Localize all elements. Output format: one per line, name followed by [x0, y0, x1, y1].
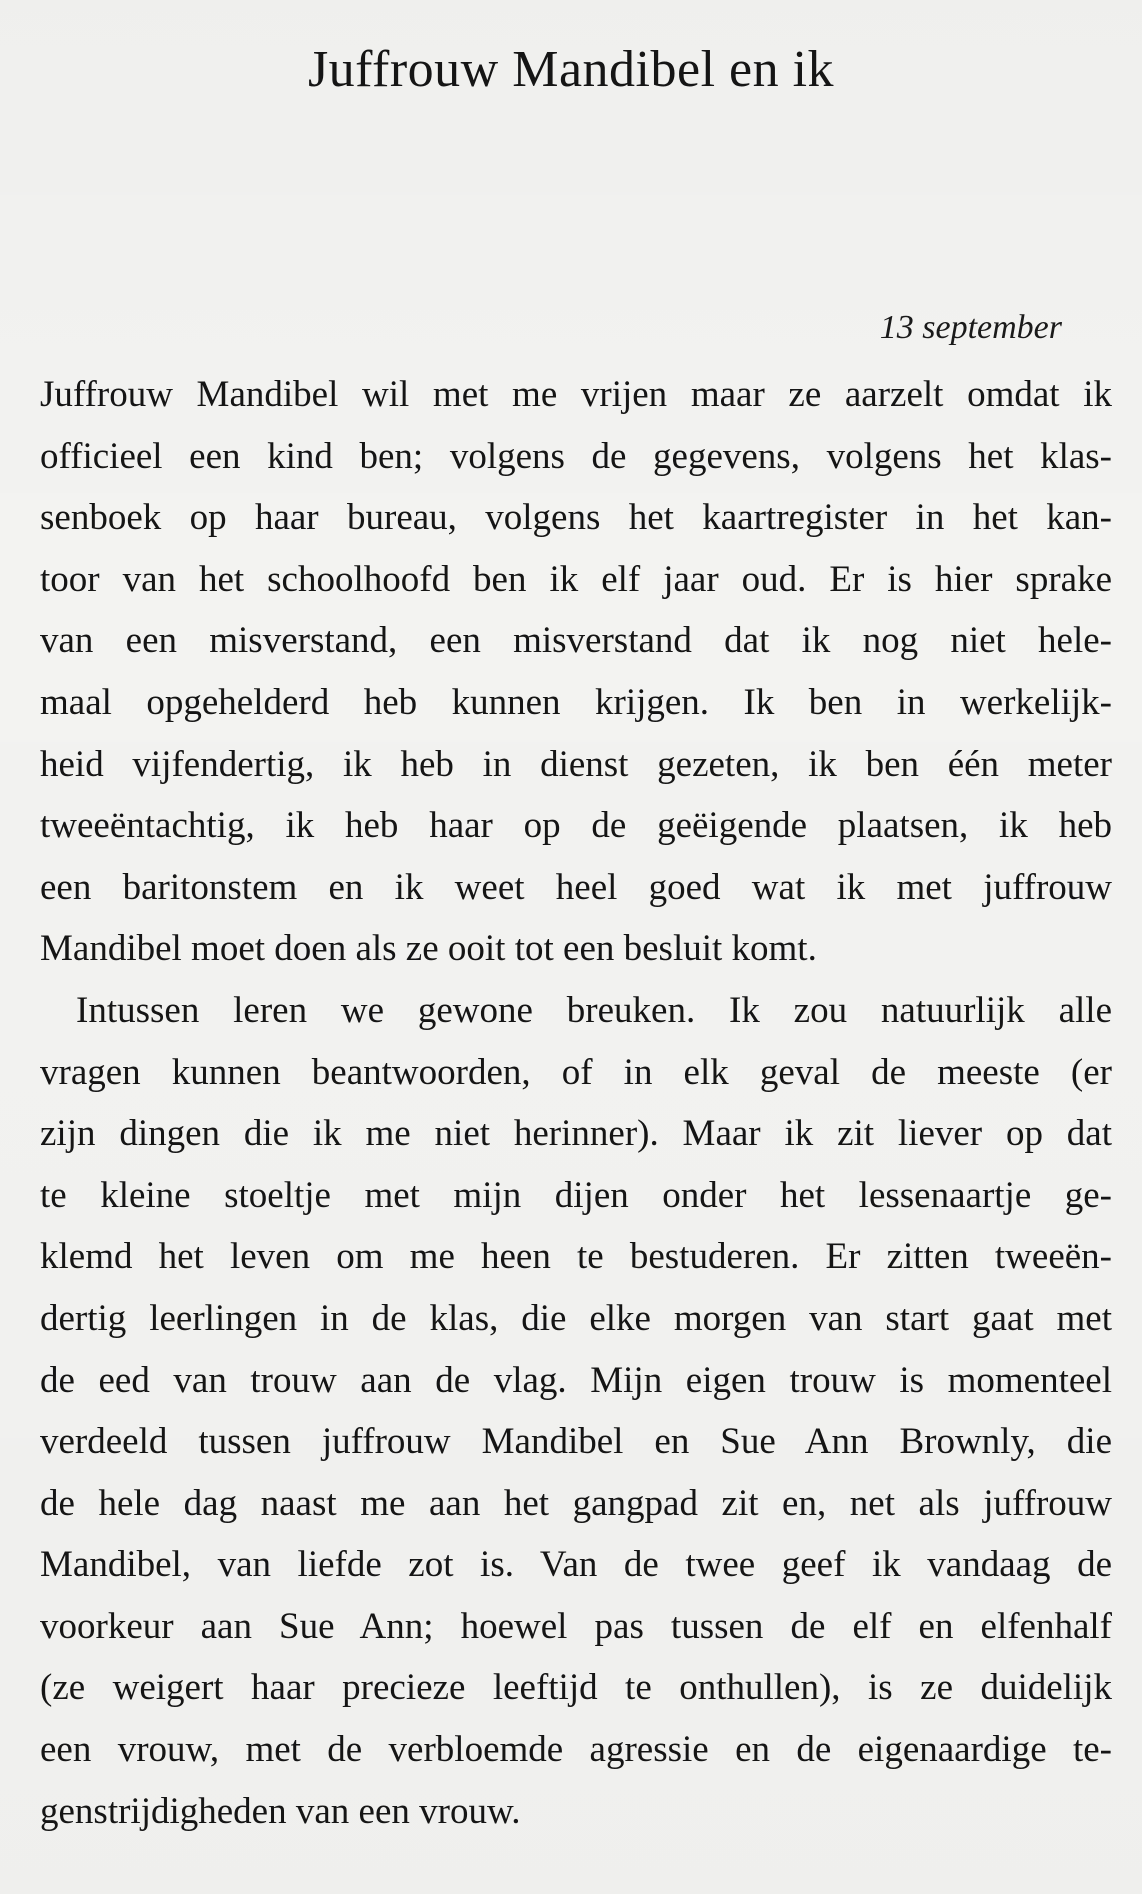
text-line: Intussen leren we gewone breuken. Ik zou natuurlijk alle — [76, 989, 1112, 1031]
text-line: de eed van trouw aan de vlag. Mijn eigen trouw is momenteel — [40, 1359, 1112, 1401]
text-line: zijn dingen die ik me niet herinner). Maar ik zit liever op dat — [40, 1113, 1112, 1155]
paragraph-1 — [40, 364, 1112, 980]
text-line: officieel een kind ben; volgens de gegevens, volgens het klas- — [40, 435, 1112, 477]
text-line: senboek op haar bureau, volgens het kaartregister in het kan- — [40, 497, 1112, 539]
text-line: vragen kunnen beantwoorden, of in elk geval de meeste (er — [40, 1051, 1112, 1093]
text-line: een baritonstem en ik weet heel goed wat ik met juffrouw — [40, 866, 1112, 908]
text-line: toor van het schoolhoofd ben ik elf jaar oud. Er is hier sprake — [40, 558, 1112, 600]
text-line: verdeeld tussen juffrouw Mandibel en Sue Ann Brownly, die — [40, 1421, 1112, 1463]
text-line: Juffrouw Mandibel wil met me vrijen maar ze aarzelt omdat ik — [40, 374, 1112, 415]
text-line: een vrouw, met de verbloemde agressie en de eigenaardige te- — [40, 1729, 1112, 1771]
body-text — [40, 364, 1112, 1842]
text-line: de hele dag naast me aan het gangpad zit en, net als juffrouw — [40, 1482, 1112, 1524]
paragraph-2 — [40, 980, 1112, 1842]
diary-date: 13 september — [879, 309, 1062, 346]
text-line: Mandibel, van liefde zot is. Van de twee geef ik vandaag de — [40, 1544, 1112, 1586]
text-line: (ze weigert haar precieze leeftijd te onthullen), is ze duidelijk — [40, 1667, 1112, 1709]
text-line: tweeëntachtig, ik heb haar op de geëigende plaatsen, ik heb — [40, 805, 1112, 847]
text-line: maal opgehelderd heb kunnen krijgen. Ik ben in werkelijk- — [40, 681, 1112, 723]
text-line: genstrijdigheden van een vrouw. — [40, 1790, 521, 1832]
text-line: heid vijfendertig, ik heb in dienst gezeten, ik ben één meter — [40, 743, 1112, 785]
text-line: Mandibel moet doen als ze ooit tot een besluit komt. — [40, 928, 817, 970]
text-line: te kleine stoeltje met mijn dijen onder het lessenaartje ge- — [40, 1174, 1112, 1216]
chapter-title: Juffrouw Mandibel en ik — [307, 41, 835, 98]
text-line: voorkeur aan Sue Ann; hoewel pas tussen de elf en elfenhalf — [40, 1605, 1112, 1647]
text-line: klemd het leven om me heen te bestuderen. Er zitten tweeën- — [40, 1236, 1112, 1278]
text-line: van een misverstand, een misverstand dat ik nog niet hele- — [40, 620, 1112, 662]
text-line: dertig leerlingen in de klas, die elke morgen van start gaat met — [40, 1297, 1112, 1339]
